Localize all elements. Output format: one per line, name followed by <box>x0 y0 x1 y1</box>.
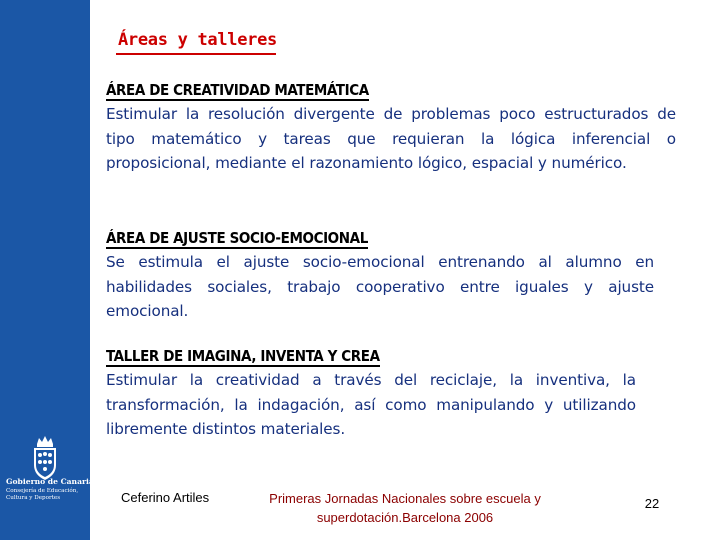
section-imagina-inventa-crea <box>106 346 636 442</box>
section-body: Se estimula el ajuste socio-emocional entrenando al alumno en habilidades sociales, trabajo cooperativo entre iguales y ajuste emocional. <box>106 253 654 321</box>
section-heading: TALLER DE IMAGINA, INVENTA Y CREA <box>106 347 380 365</box>
department-name: Consejería de Educación, Cultura y Deportes <box>6 488 79 501</box>
sidebar-band <box>0 0 99 540</box>
section-ajuste-socio-emocional <box>106 228 654 324</box>
slide-title: Áreas y talleres <box>118 30 277 50</box>
organization-name: Gobierno de Canarias <box>6 477 99 486</box>
footer-event: Primeras Jornadas Nacionales sobre escuela y superdotación.Barcelona 2006 <box>269 491 541 525</box>
footer-author: Ceferino Artiles <box>121 490 210 505</box>
section-body: Estimular la resolución divergente de problemas poco estructurados de tipo matemático y tareas que requieran la lógica inferencial o proposicional, mediante el razonamiento lógico, espacial y numérico. <box>106 105 676 173</box>
page-number: 22 <box>644 496 660 511</box>
section-heading: ÁREA DE CREATIVIDAD MATEMÁTICA <box>106 81 369 99</box>
section-body: Estimular la creatividad a través del reciclaje, la inventiva, la transformación, la indagación, así como manipulando y utilizando libremente distintos materiales. <box>106 371 636 439</box>
section-heading: ÁREA DE AJUSTE SOCIO-EMOCIONAL <box>106 229 368 247</box>
canarias-crest-icon <box>29 435 61 483</box>
section-creatividad-matematica <box>106 80 676 176</box>
title-underline <box>116 53 276 55</box>
